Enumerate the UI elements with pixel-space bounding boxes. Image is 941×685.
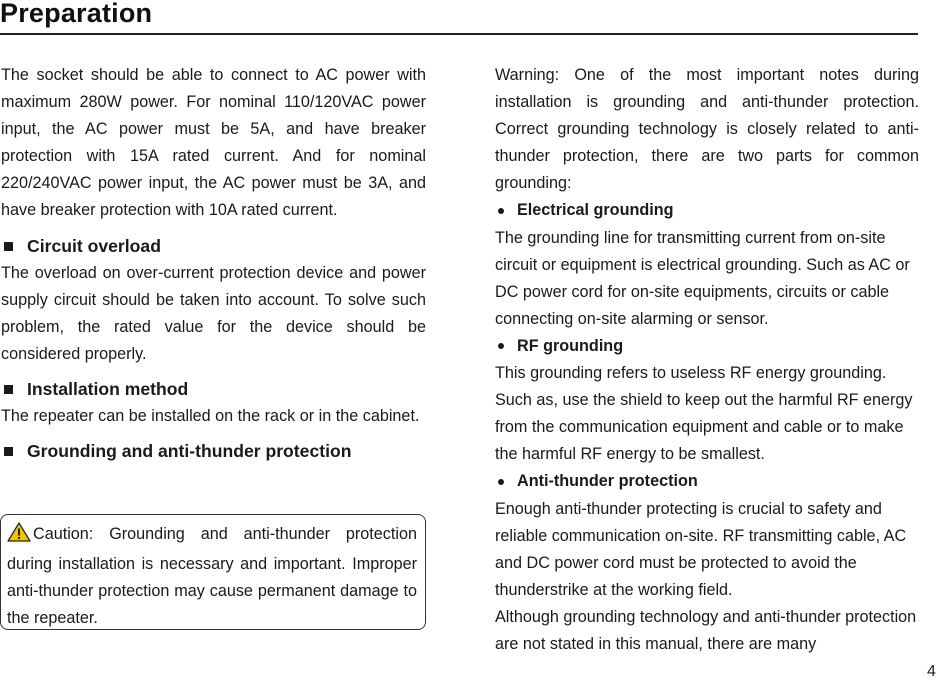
power-requirements-paragraph: The socket should be able to connect to AC power with maximum 280W power. For nominal 110/120VAC power input, the AC power must be 5A, and have breaker protection with 15A rated current. And for nominal 220/240VAC power input, the AC power must be 3A, and have breaker protection with 10A rated current. [1,66,426,220]
installation-method-paragraph: The repeater can be installed on the rack or in the cabinet. [1,407,420,426]
page-number: 4 [927,663,936,680]
caution-paragraph [7,521,417,632]
warning-paragraph: Warning: One of the most important notes during installation is grounding and anti-thunder protection. Correct grounding technology is closely related to anti-thunder protection, there are two parts for common grounding: [495,66,919,193]
square-bullet-icon [4,385,13,394]
grounding-heading [1,438,426,465]
closing-paragraph: Although grounding technology and anti-thunder protection are not stated in this manual, there are many [495,607,917,653]
circuit-overload-paragraph: The overload on over-current protection device and power supply circuit should be taken into account. To solve such problem, the rated value for the device should be considered properly. [1,263,426,363]
warning-triangle-icon [7,522,31,551]
rf-grounding-paragraph: This grounding refers to useless RF energy grounding. Such as, use the shield to keep out the harmful RF energy from the communication equipment and cable or to make the harmful RF energy to be smallest. [495,364,913,464]
rf-grounding-heading [495,333,919,360]
electrical-grounding-heading [495,197,919,224]
circuit-overload-heading [1,233,426,260]
caution-text: Caution: Grounding and anti-thunder protection during installation is necessary and important. Improper anti-thunder protection may cause permanent damage to the repeater. [7,525,417,628]
electrical-grounding-paragraph: The grounding line for transmitting current from on-site circuit or equipment is electrical grounding. Such as AC or DC power cord for on-site equipments, circuits or cable connecting on-site alarming or sensor. [495,228,910,328]
round-bullet-icon [498,208,504,214]
circuit-overload-heading-label: Circuit overload [27,235,161,256]
round-bullet-icon [498,343,504,349]
page-title: Preparation [0,0,153,28]
grounding-heading-label: Grounding and anti-thunder protection [27,441,352,462]
square-bullet-icon [4,242,13,251]
installation-method-heading-label: Installation method [27,379,189,400]
round-bullet-icon [498,479,504,485]
installation-method-heading [1,376,426,403]
electrical-grounding-heading-label: Electrical grounding [517,201,674,220]
anti-thunder-paragraph: Enough anti-thunder protecting is crucial to safety and reliable communication on-site. RF transmitting cable, AC and DC power cord must be protected to avoid the thunderstrike at the working field. [495,499,907,599]
caution-box [0,514,426,630]
square-bullet-icon [4,447,13,456]
title-divider [0,33,918,35]
anti-thunder-heading-label: Anti-thunder protection [517,472,698,491]
rf-grounding-heading-label: RF grounding [517,336,624,355]
left-column [1,62,426,465]
right-column [495,62,919,658]
anti-thunder-heading [495,468,919,495]
